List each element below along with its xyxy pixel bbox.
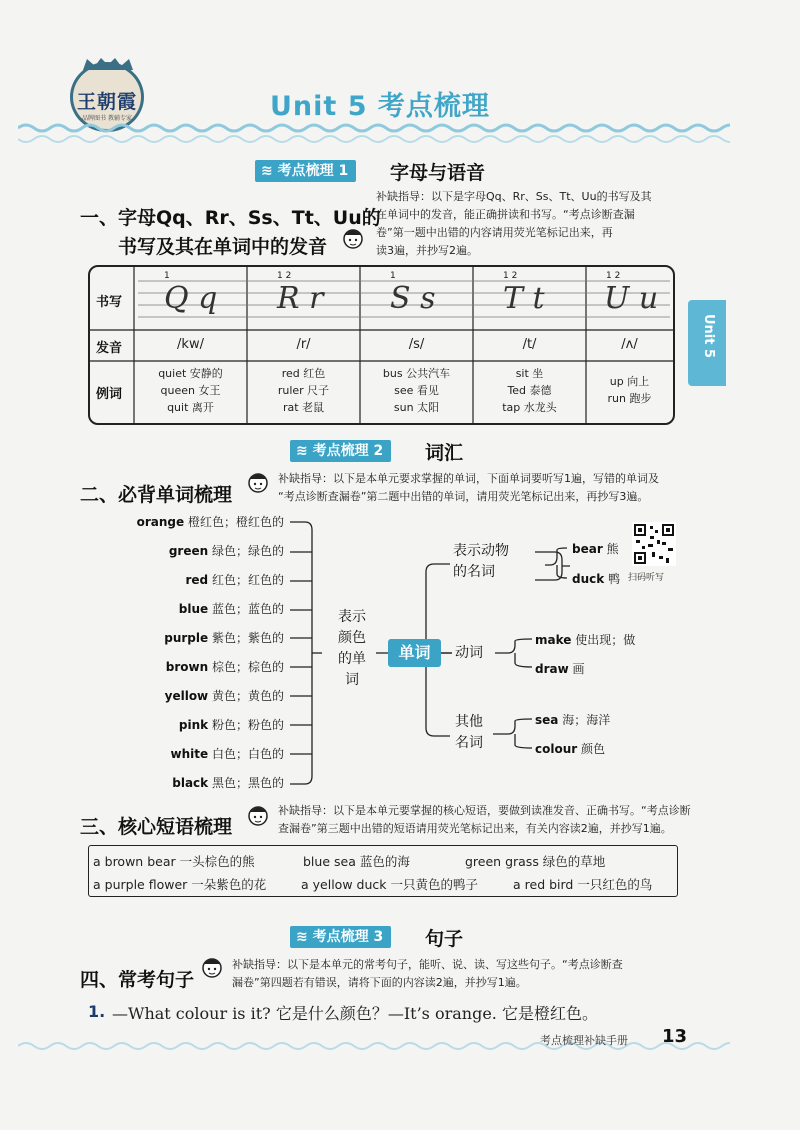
logo-text: 王朝霞 (76, 91, 137, 113)
hint-line: 补缺指导：以下是本单元要掌握的核心短语，要做到读准发音、正确书写。“考点诊断 (278, 804, 691, 817)
vocab-item (100, 658, 284, 687)
example-word: sun 太阳 (393, 401, 440, 414)
vocab-en: blue (178, 602, 209, 616)
letter-pronunciation: /r/ (296, 337, 311, 352)
row-label-pronunciation: 发音 (96, 341, 123, 356)
vocab-en: make (535, 633, 572, 647)
vocab-en: orange (136, 515, 185, 529)
letter-pronunciation: /t/ (522, 337, 537, 352)
vocab-en: black (172, 776, 209, 790)
letter-glyph: Q q (164, 281, 218, 316)
hint-line: “考点诊断查漏卷”第二题中出错的单词，请用荧光笔标记出来，再抄写3遍。 (278, 490, 649, 503)
section-tag-label: 考点梳理 1 (277, 163, 349, 179)
section-tag-2: ≋ 考点梳理 2 (290, 440, 391, 462)
vocab-zh: 画 (572, 662, 585, 676)
vocab-en: white (170, 747, 209, 761)
part2-heading: 二、必背单词梳理 (80, 484, 233, 506)
stroke-order: 1 2 (503, 271, 518, 281)
vocab-en: colour (535, 742, 578, 756)
example-word: quit 离开 (167, 401, 214, 414)
stroke-order: 1 (164, 271, 170, 281)
vocab-item (100, 513, 284, 542)
vocab-item (100, 716, 284, 745)
node-line: 颜色 (338, 630, 366, 646)
phrase: green grass 绿色的草地 (465, 854, 606, 869)
vocab-zh: 白色；白色的 (211, 747, 284, 761)
section-name-1: 字母与语音 (390, 162, 486, 184)
hint-line: 在单词中的发音，能正确拼读和书写。“考点诊断查漏 (376, 208, 635, 221)
node-line: 表示 (338, 609, 366, 625)
example-word: tap 水龙头 (502, 401, 557, 414)
phrase: a yellow duck 一只黄色的鸭子 (301, 877, 478, 892)
vocab-zh: 蓝色；蓝色的 (211, 602, 284, 616)
vocab-en: pink (178, 718, 209, 732)
stroke-order: 1 2 (277, 271, 292, 281)
node-other-nouns (455, 712, 483, 754)
student-face-icon (247, 803, 269, 829)
hint-line: 漏卷”第四题若有错误，请将下面的内容读2遍，并抄写1遍。 (232, 976, 527, 989)
vocab-en: duck (572, 572, 605, 586)
vocab-zh: 黄色；黄色的 (211, 689, 284, 703)
vocab-item (100, 774, 284, 803)
example-word: red 红色 (281, 367, 326, 380)
section-tag-label: 考点梳理 3 (312, 929, 384, 945)
part1-heading-line1: 一、字母Qq、Rr、Ss、Tt、Uu的 (80, 207, 381, 229)
letter-glyph: S s (390, 281, 436, 316)
vocab-item (100, 542, 284, 571)
node-line: 的单 (338, 651, 366, 667)
logo-subtext: 品牌图书 教辅专家 (82, 115, 132, 122)
core-node-words: 单词 (388, 639, 441, 667)
vocab-item (535, 660, 585, 677)
example-word: quiet 安静的 (158, 367, 223, 380)
phrase: a brown bear 一头棕色的熊 (93, 854, 255, 869)
example-word: Ted 泰德 (507, 384, 552, 397)
section-tag-label: 考点梳理 2 (312, 443, 384, 459)
part4-hint (232, 956, 692, 992)
vocab-zh: 鸭 (608, 572, 621, 586)
row-label-examples: 例词 (96, 387, 123, 402)
vocab-zh: 橙红色；橙红色的 (187, 515, 284, 529)
letter-glyph: T t (503, 281, 545, 316)
sentence: —What colour is it? 它是什么颜色？—It’s orange. 它是橙红色。 (112, 1004, 598, 1023)
phrase: blue sea 蓝色的海 (303, 854, 410, 869)
vocab-zh: 绿色；绿色的 (211, 544, 284, 558)
example-word: sit 坐 (515, 367, 544, 380)
vocab-zh: 颜色 (581, 742, 606, 756)
section-tag-1: ≋ 考点梳理 1 (255, 160, 356, 182)
page-title: Unit 5 考点梳理 (270, 91, 490, 122)
node-line: 词 (345, 672, 359, 688)
phrase: a red bird 一只红色的鸟 (513, 877, 653, 892)
footer-label: 考点梳理补缺手册 (540, 1034, 628, 1047)
qr-label: 扫码听写 (628, 573, 665, 583)
vocab-en: red (185, 573, 209, 587)
vocab-en: purple (164, 631, 209, 645)
node-animal-nouns (453, 541, 509, 583)
letter-glyph: R r (277, 281, 324, 316)
vocab-zh: 红色；红色的 (211, 573, 284, 587)
vocab-zh: 黑色；黑色的 (211, 776, 284, 790)
example-word: bus 公共汽车 (382, 367, 451, 380)
example-word: see 看见 (394, 384, 439, 397)
vocab-zh: 熊 (606, 542, 619, 556)
vocab-item (535, 740, 605, 757)
vocab-zh: 紫色；紫色的 (211, 631, 284, 645)
stroke-order: 1 (390, 271, 396, 281)
color-word-list (100, 513, 284, 803)
hint-line: 补缺指导：以下是本单元要求掌握的单词，下面单词要听写1遍，写错的单词及 (278, 472, 659, 485)
section-tag-3: ≋ 考点梳理 3 (290, 926, 391, 948)
part3-hint (278, 802, 698, 838)
vocab-item (100, 600, 284, 629)
row-label-writing: 书写 (96, 295, 123, 310)
vocab-zh: 棕色；棕色的 (211, 660, 284, 674)
page-number: 13 (662, 1026, 688, 1047)
example-word: queen 女王 (160, 384, 221, 397)
vocab-item (100, 629, 284, 658)
vocab-zh: 使出现；做 (575, 633, 636, 647)
vocab-en: sea (535, 713, 559, 727)
vocab-zh: 海；海洋 (562, 713, 611, 727)
hint-line: 补缺指导：以下是字母Qq、Rr、Ss、Tt、Uu的书写及其 (376, 190, 652, 203)
vocab-en: bear (572, 542, 603, 556)
section-name-2: 词汇 (425, 442, 464, 464)
qr-code-icon[interactable] (632, 522, 676, 566)
phrase-box (88, 845, 678, 897)
phrase: a purple flower 一朵紫色的花 (93, 877, 267, 892)
vocab-item (100, 687, 284, 716)
letter-pronunciation: /s/ (408, 337, 425, 352)
example-word: up 向上 (609, 375, 650, 388)
node-line: 名词 (455, 735, 483, 751)
example-word: ruler 尺子 (277, 384, 330, 397)
example-word: rat 老鼠 (282, 401, 325, 414)
vocab-item (572, 540, 619, 557)
vocab-en: yellow (164, 689, 209, 703)
side-tab-label: Unit 5 (701, 314, 716, 359)
part1-heading-line2: 书写及其在单词中的发音 (118, 236, 328, 258)
node-line: 的名词 (453, 564, 495, 580)
letter-pronunciation: /kw/ (177, 337, 204, 352)
hint-line: 卷”第一题中出错的内容请用荧光笔标记出来，再 (376, 226, 613, 239)
student-face-icon (201, 955, 223, 981)
letter-pronunciation: /ʌ/ (621, 337, 638, 352)
vocab-en: brown (165, 660, 209, 674)
example-word: run 跑步 (607, 392, 652, 405)
node-line: 表示动物 (453, 543, 509, 559)
node-line: 其他 (455, 714, 483, 730)
vocab-item (100, 745, 284, 774)
sentence-number: 1. (88, 1002, 106, 1021)
stroke-order: 1 2 (606, 271, 621, 281)
vocab-item (572, 570, 620, 587)
vocab-en: green (168, 544, 209, 558)
vocab-item (100, 571, 284, 600)
node-color-words (332, 607, 372, 691)
node-verbs: 动词 (455, 645, 483, 661)
vocab-item (535, 631, 635, 648)
letter-glyph: U u (604, 281, 659, 316)
section-name-3: 句子 (425, 928, 464, 950)
part3-heading: 三、核心短语梳理 (80, 816, 233, 838)
hint-line: 补缺指导：以下是本单元的常考句子，能听、说、读、写这些句子。“考点诊断查 (232, 958, 623, 971)
hint-line: 查漏卷”第三题中出错的短语请用荧光笔标记出来，有关内容读2遍，并抄写1遍。 (278, 822, 672, 835)
hint-line: 读3遍，并抄写2遍。 (376, 244, 478, 257)
vocab-en: draw (535, 662, 569, 676)
vocab-zh: 粉色；粉色的 (211, 718, 284, 732)
vocab-item (535, 711, 610, 728)
part4-heading: 四、常考句子 (80, 969, 195, 991)
